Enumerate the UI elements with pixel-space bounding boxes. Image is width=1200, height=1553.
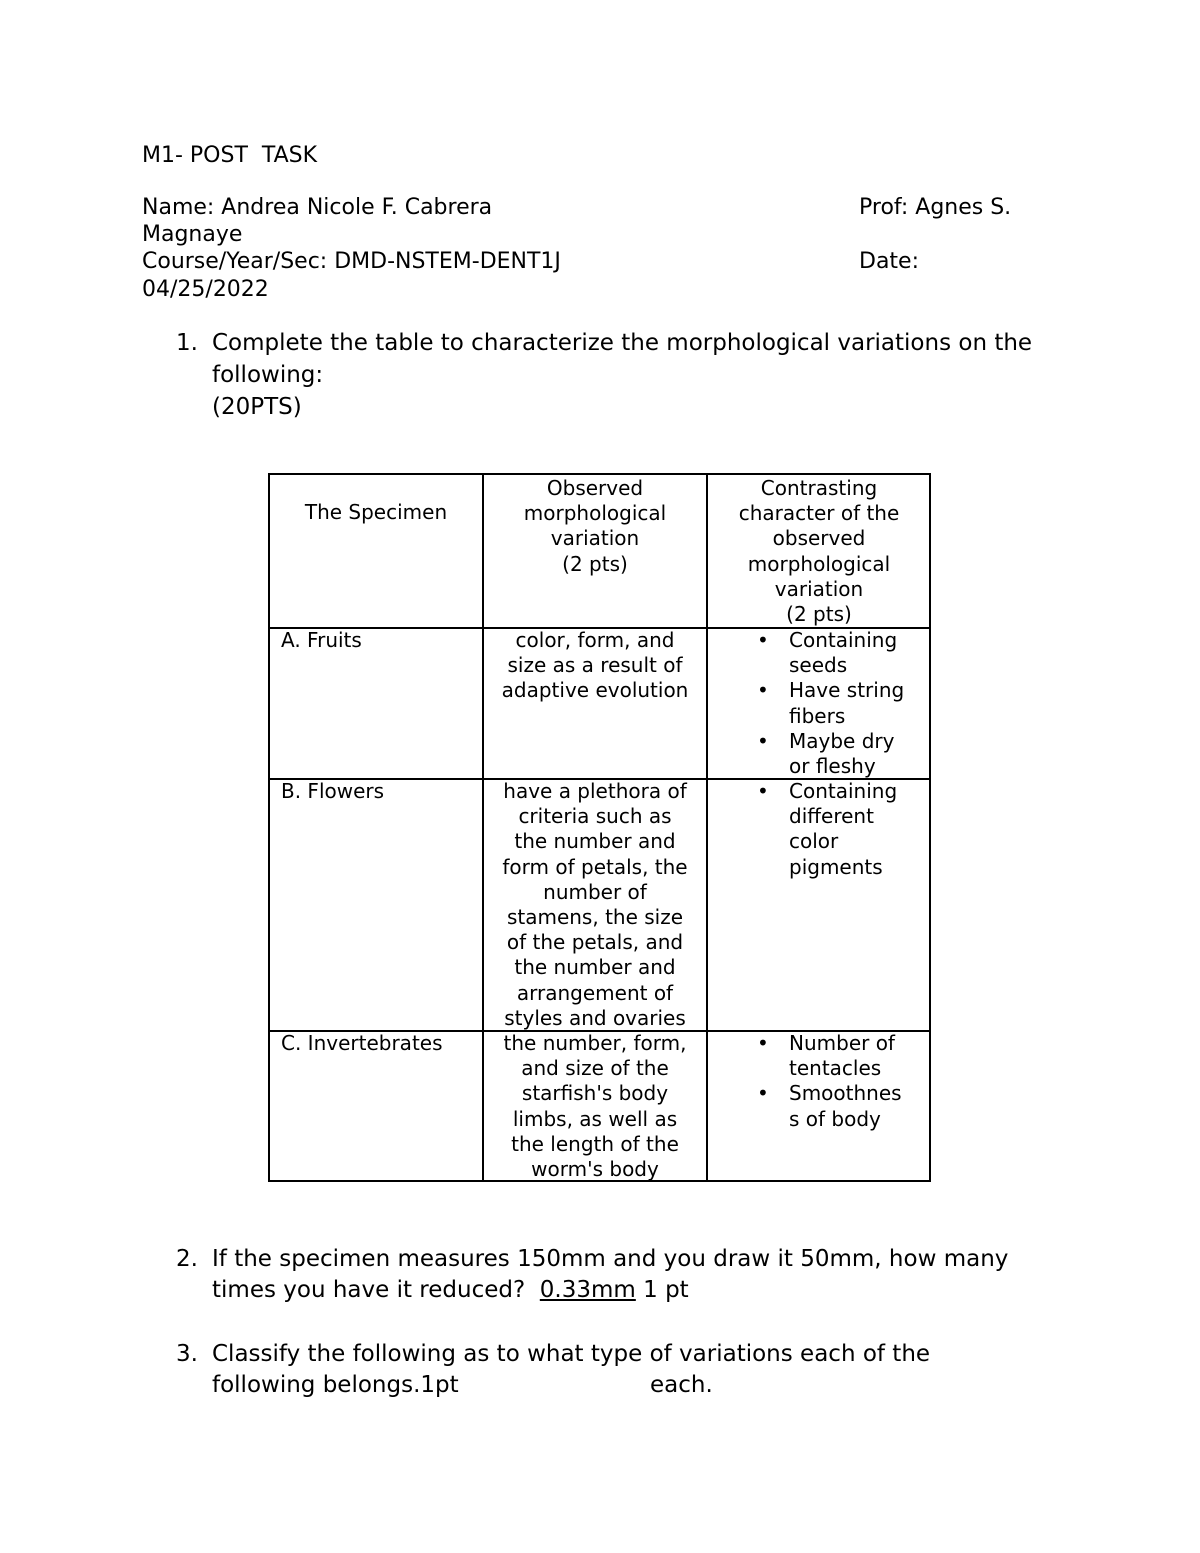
question-1-text-line1: Complete the table to characterize the morphological variations on the <box>212 330 1033 356</box>
professor-name: Prof: Agnes S. <box>859 195 1012 220</box>
specimen-fruits: A. Fruits <box>281 628 362 652</box>
specimen-flowers: B. Flowers <box>281 779 385 803</box>
question-2-text-line1: If the specimen measures 150mm and you draw it 50mm, how many <box>212 1246 1009 1272</box>
question-2-number: 2. <box>176 1246 198 1272</box>
question-1-points: (20PTS) <box>212 394 302 420</box>
morphology-table <box>268 473 931 1182</box>
list-item: • Number of tentacles <box>749 1031 929 1081</box>
question-3-text-line1: Classify the following as to what type of variations each of the <box>212 1341 931 1367</box>
specimen-invertebrates: C. Invertebrates <box>281 1031 443 1055</box>
contrasting-flowers-list <box>749 779 929 880</box>
observed-flowers: have a plethora of criteria such as the number and form of petals, the number of stamens, the size of the petals, and the number and arrangement of styles and ovaries <box>502 779 688 1030</box>
header-contrasting-character: Contrasting character of the observed morphological variation (2 pts) <box>738 476 900 627</box>
course-year-section: Course/Year/Sec: DMD-NSTEM-DENT1J <box>142 249 561 274</box>
date-label: Date: <box>859 249 919 274</box>
question-2-points: 1 pt <box>635 1277 689 1303</box>
professor-name-continued: Magnaye <box>142 222 243 247</box>
page-title: M1- POST TASK <box>142 143 318 168</box>
list-item: • Containing seeds <box>749 628 929 678</box>
question-1-text-line2: following: <box>212 362 324 388</box>
list-item: • Containing different color pigments <box>749 779 929 880</box>
header-specimen: The Specimen <box>304 500 448 524</box>
question-1-number: 1. <box>176 330 198 356</box>
contrasting-invertebrates-list <box>749 1031 929 1132</box>
observed-fruits: color, form, and size as a result of adaptive evolution <box>501 628 689 703</box>
question-3-text-each: each. <box>650 1372 713 1398</box>
question-2-answer: 0.33mm <box>539 1277 636 1303</box>
question-2-text-line2 <box>212 1277 689 1303</box>
list-item: • Have string fibers <box>749 678 929 728</box>
date-value: 04/25/2022 <box>142 277 269 302</box>
question-3-text-line2: following belongs.1pt <box>212 1372 459 1398</box>
question-2-prompt: times you have it reduced? <box>212 1277 540 1303</box>
student-name: Name: Andrea Nicole F. Cabrera <box>142 195 493 220</box>
list-item: • Maybe dry or fleshy <box>749 729 929 779</box>
observed-invertebrates: the number, form, and size of the starfish's body limbs, as well as the length of the worm's body <box>503 1031 687 1182</box>
contrasting-fruits-list <box>749 628 929 779</box>
header-observed-variation: Observed morphological variation (2 pts) <box>523 476 667 576</box>
question-3-number: 3. <box>176 1341 198 1367</box>
list-item: • Smoothnes s of body <box>749 1081 929 1131</box>
